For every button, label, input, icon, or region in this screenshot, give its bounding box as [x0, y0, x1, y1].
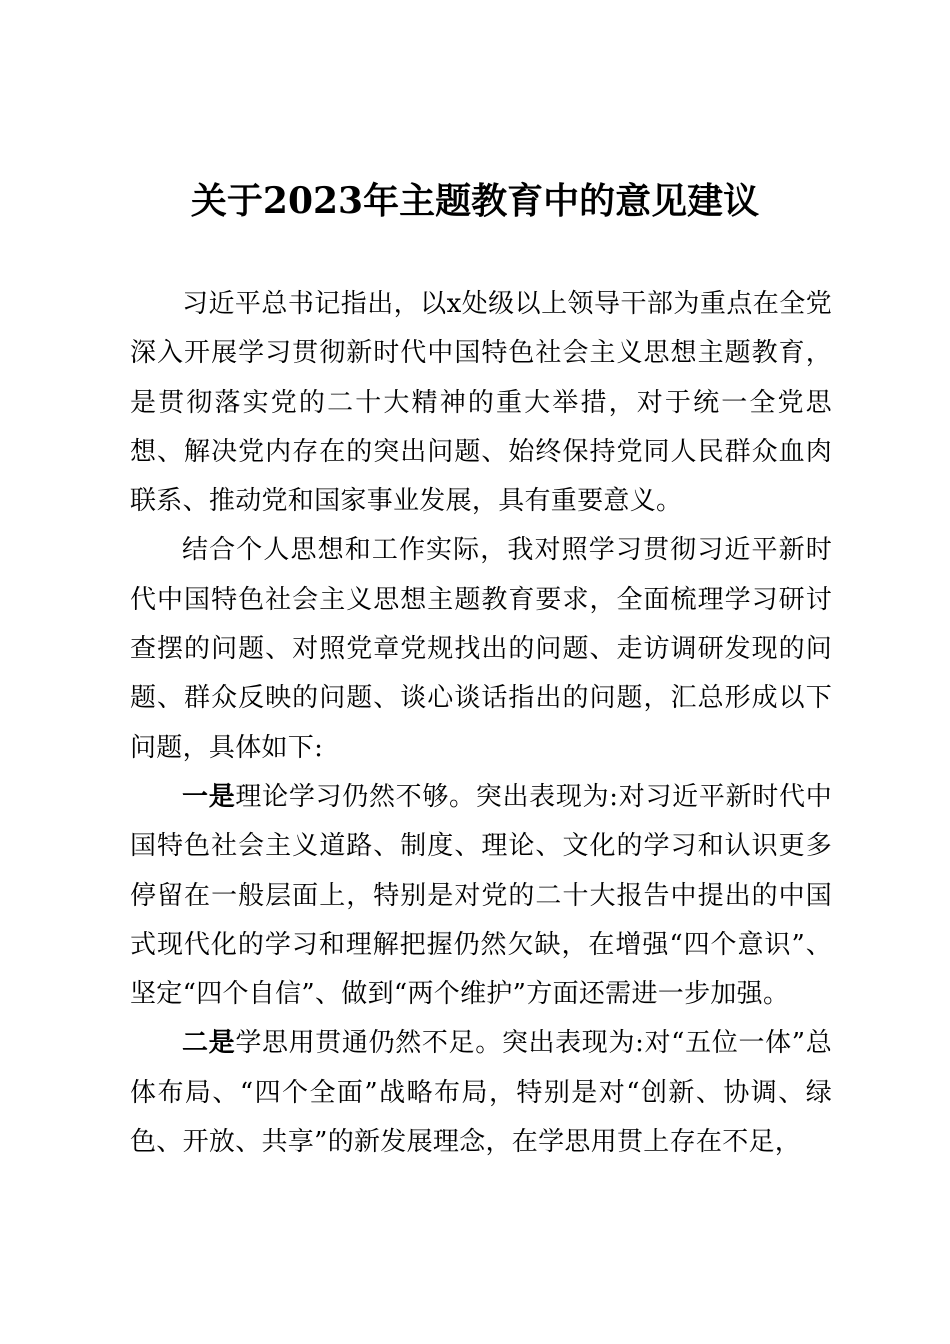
paragraph-summary [130, 526, 832, 772]
paragraph-text: 结合个人思想和工作实际，我对照学习贯彻习近平新时代中国特色社会主义思想主题教育要求，全面梳理学习研讨查摆的问题、对照党章党规找出的问题、走访调研发现的问题、群众反映的问题、谈心谈话指出的问题，汇总形成以下问题，具体如下: [130, 535, 832, 763]
document-title: 关于2023年主题教育中的意见建议 [190, 180, 760, 222]
paragraph-text: 学思用贯通仍然不足。突出表现为:对“五位一体”总体布局、“四个全面”战略布局，特别是对“创新、协调、绿色、开放、共享”的新发展理念，在学思用贯上存在不足， [130, 1028, 832, 1158]
paragraph-point-two [130, 1019, 832, 1167]
paragraph-point-one [130, 773, 832, 1019]
paragraph-intro [130, 280, 832, 526]
paragraph-lead: 二是 [182, 1028, 236, 1059]
paragraph-text: 习近平总书记指出，以x处级以上领导干部为重点在全党深入开展学习贯彻新时代中国特色社会主义思想主题教育，是贯彻落实党的二十大精神的重大举措，对于统一全党思想、解决党内存在的突出问题、始终保持党同人民群众血肉联系、推动党和国家事业发展，具有重要意义。 [130, 289, 832, 517]
document-body [130, 280, 832, 1167]
paragraph-lead: 一是 [182, 781, 236, 812]
paragraph-text: 理论学习仍然不够。突出表现为:对习近平新时代中国特色社会主义道路、制度、理论、文化的学习和认识更多停留在一般层面上，特别是对党的二十大报告中提出的中国式现代化的学习和理解把握仍然欠缺，在增强“四个意识”、坚定“四个自信”、做到“两个维护”方面还需进一步加强。 [130, 781, 832, 1010]
